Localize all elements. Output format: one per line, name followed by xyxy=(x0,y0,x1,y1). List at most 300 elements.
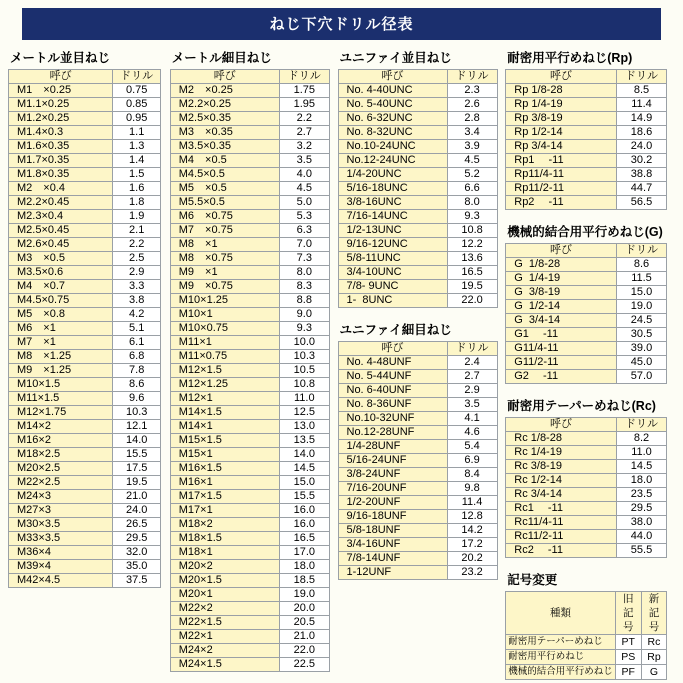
thread-designation: No. 5-40UNC xyxy=(338,98,447,112)
table-row xyxy=(170,308,329,322)
thread-designation: M17×1.5 xyxy=(170,490,279,504)
drill-diameter: 35.0 xyxy=(113,560,161,574)
drill-diameter: 23.2 xyxy=(447,566,497,580)
drill-diameter: 14.0 xyxy=(113,434,161,448)
drill-diameter: 17.0 xyxy=(279,546,329,560)
thread-designation: No. 8-36UNF xyxy=(338,398,447,412)
table-row xyxy=(9,434,161,448)
thread-designation: M2 ×0.4 xyxy=(9,182,113,196)
col-header-drill: ドリル xyxy=(279,70,329,84)
table-row xyxy=(338,468,497,482)
thread-designation: M1 ×0.25 xyxy=(9,84,113,98)
thread-designation: M3.5×0.6 xyxy=(9,266,113,280)
table-row xyxy=(170,518,329,532)
table-unf xyxy=(338,341,498,580)
drill-diameter: 5.3 xyxy=(279,210,329,224)
table-row xyxy=(338,196,497,210)
col-header-drill: ドリル xyxy=(113,70,161,84)
table-row xyxy=(9,84,161,98)
drill-diameter: 45.0 xyxy=(616,356,667,370)
drill-diameter: 18.6 xyxy=(616,126,667,140)
col-header-drill: ドリル xyxy=(616,418,667,432)
thread-designation: Rc11/4-11 xyxy=(506,516,616,530)
table-row xyxy=(9,406,161,420)
table-metric-fine xyxy=(170,69,330,672)
thread-designation: Rc2 -11 xyxy=(506,544,616,558)
thread-designation: M27×3 xyxy=(9,504,113,518)
thread-designation: M10×1.25 xyxy=(170,294,279,308)
drill-diameter: 18.0 xyxy=(616,474,667,488)
table-row xyxy=(506,140,667,154)
drill-diameter: 1.6 xyxy=(113,182,161,196)
thread-designation: 5/16-18UNC xyxy=(338,182,447,196)
thread-designation: M12×1.25 xyxy=(170,378,279,392)
thread-designation: Rc 1/2-14 xyxy=(506,474,616,488)
drill-diameter: 13.6 xyxy=(447,252,497,266)
table-row xyxy=(9,168,161,182)
thread-designation: M4 ×0.5 xyxy=(170,154,279,168)
drill-diameter: 17.2 xyxy=(447,538,497,552)
drill-diameter: 7.8 xyxy=(113,364,161,378)
drill-diameter: 8.8 xyxy=(279,294,329,308)
table-row xyxy=(506,328,667,342)
drill-diameter: 3.9 xyxy=(447,140,497,154)
thread-designation: Rp 1/8-28 xyxy=(506,84,616,98)
drill-diameter: 16.0 xyxy=(279,518,329,532)
thread-designation: M12×1.5 xyxy=(170,364,279,378)
table-row xyxy=(9,126,161,140)
table-row xyxy=(170,630,329,644)
thread-designation: Rp11/2-11 xyxy=(506,182,616,196)
thread-designation: M2 ×0.25 xyxy=(170,84,279,98)
thread-designation: M4.5×0.75 xyxy=(9,294,113,308)
thread-designation: M2.3×0.4 xyxy=(9,210,113,224)
thread-designation: M24×3 xyxy=(9,490,113,504)
table-row xyxy=(170,294,329,308)
thread-designation: M7 ×1 xyxy=(9,336,113,350)
table-row xyxy=(9,490,161,504)
legend-kind: 機械的結合用平行めねじ xyxy=(506,665,616,680)
legend-header-old: 旧記号 xyxy=(615,592,641,635)
section-title-unf: ユニファイ細目ねじ xyxy=(339,323,452,337)
tbody-metric-fine xyxy=(170,84,329,672)
thread-designation: M5.5×0.5 xyxy=(170,196,279,210)
table-row xyxy=(506,286,667,300)
thread-designation: Rc 1/4-19 xyxy=(506,446,616,460)
table-row xyxy=(9,420,161,434)
table-row xyxy=(338,112,497,126)
table-row xyxy=(9,462,161,476)
thread-designation: 7/8-14UNF xyxy=(338,552,447,566)
drill-diameter: 4.0 xyxy=(279,168,329,182)
table-row xyxy=(506,474,667,488)
table-row xyxy=(9,98,161,112)
table-row xyxy=(170,392,329,406)
thread-designation: M11×0.75 xyxy=(170,350,279,364)
thread-designation: Rp11/4-11 xyxy=(506,168,616,182)
table-row xyxy=(338,238,497,252)
table-row xyxy=(170,196,329,210)
table-row xyxy=(170,658,329,672)
drill-diameter: 20.0 xyxy=(279,602,329,616)
table-row xyxy=(170,266,329,280)
thread-designation: M4 ×0.7 xyxy=(9,280,113,294)
table-row xyxy=(506,196,667,210)
thread-designation: M2.6×0.45 xyxy=(9,238,113,252)
thread-designation: No. 6-32UNC xyxy=(338,112,447,126)
table-row xyxy=(338,440,497,454)
tbody-g xyxy=(506,258,667,384)
table-rc xyxy=(505,417,667,558)
thread-designation: M36×4 xyxy=(9,546,113,560)
legend-new-symbol: G xyxy=(641,665,667,680)
drill-diameter: 14.5 xyxy=(616,460,667,474)
drill-diameter: 12.1 xyxy=(113,420,161,434)
table-row xyxy=(9,364,161,378)
drill-diameter: 16.5 xyxy=(279,532,329,546)
table-row xyxy=(338,454,497,468)
drill-diameter: 8.6 xyxy=(616,258,667,272)
table-row xyxy=(9,350,161,364)
tbody-unc xyxy=(338,84,497,308)
table-row xyxy=(338,398,497,412)
thread-designation: Rp2 -11 xyxy=(506,196,616,210)
drill-diameter: 57.0 xyxy=(616,370,667,384)
drill-diameter: 1.8 xyxy=(113,196,161,210)
thread-designation: No. 8-32UNC xyxy=(338,126,447,140)
table-row xyxy=(506,98,667,112)
table-row xyxy=(506,446,667,460)
thread-designation: M2.2×0.45 xyxy=(9,196,113,210)
column-metric-coarse xyxy=(8,48,170,588)
table-row xyxy=(506,356,667,370)
legend-header-kind: 種類 xyxy=(506,592,616,635)
drill-diameter: 4.1 xyxy=(447,412,497,426)
table-row xyxy=(506,314,667,328)
table-row xyxy=(170,336,329,350)
drill-diameter: 0.95 xyxy=(113,112,161,126)
table-row xyxy=(506,432,667,446)
table-row xyxy=(9,560,161,574)
drill-diameter: 9.3 xyxy=(279,322,329,336)
thread-designation: G2 -11 xyxy=(506,370,616,384)
table-row xyxy=(170,140,329,154)
thread-designation: M18×2.5 xyxy=(9,448,113,462)
drill-diameter: 2.6 xyxy=(447,98,497,112)
col-header-name: 呼び xyxy=(170,70,279,84)
drill-diameter: 19.5 xyxy=(113,476,161,490)
drill-diameter: 1.5 xyxy=(113,168,161,182)
drill-diameter: 6.8 xyxy=(113,350,161,364)
thread-designation: M16×1.5 xyxy=(170,462,279,476)
drill-diameter: 44.0 xyxy=(616,530,667,544)
drill-diameter: 11.4 xyxy=(447,496,497,510)
drill-diameter: 10.3 xyxy=(113,406,161,420)
thread-designation: G 1/4-19 xyxy=(506,272,616,286)
drill-diameter: 10.0 xyxy=(279,336,329,350)
table-row xyxy=(506,488,667,502)
table-row xyxy=(338,84,497,98)
table-row xyxy=(338,154,497,168)
table-row xyxy=(170,182,329,196)
thread-designation: G 1/8-28 xyxy=(506,258,616,272)
table-g xyxy=(505,243,667,384)
table-row xyxy=(506,516,667,530)
drill-diameter: 8.6 xyxy=(113,378,161,392)
thread-designation: M14×2 xyxy=(9,420,113,434)
thread-designation: No.10-24UNC xyxy=(338,140,447,154)
table-row xyxy=(170,126,329,140)
drill-diameter: 2.4 xyxy=(447,356,497,370)
table-row xyxy=(9,574,161,588)
table-row xyxy=(9,392,161,406)
section-title-legend: 記号変更 xyxy=(507,573,558,587)
drill-diameter: 11.4 xyxy=(616,98,667,112)
drill-diameter: 20.2 xyxy=(447,552,497,566)
drill-diameter: 8.0 xyxy=(279,266,329,280)
thread-designation: M18×1 xyxy=(170,546,279,560)
table-row xyxy=(338,496,497,510)
table-row xyxy=(9,252,161,266)
drill-diameter: 9.3 xyxy=(447,210,497,224)
tbody-unf xyxy=(338,356,497,580)
thread-designation: M2.5×0.45 xyxy=(9,224,113,238)
table-row xyxy=(9,476,161,490)
drill-diameter: 3.3 xyxy=(113,280,161,294)
thread-designation: M22×2 xyxy=(170,602,279,616)
thread-designation: M9 ×1 xyxy=(170,266,279,280)
thread-designation: No.12-24UNC xyxy=(338,154,447,168)
drill-diameter: 7.0 xyxy=(279,238,329,252)
thread-designation: G11/4-11 xyxy=(506,342,616,356)
thread-designation: 1/2-20UNF xyxy=(338,496,447,510)
table-row xyxy=(9,238,161,252)
table-row xyxy=(338,252,497,266)
table-row xyxy=(170,98,329,112)
thread-designation: M20×2 xyxy=(170,560,279,574)
drill-diameter: 15.0 xyxy=(279,476,329,490)
table-row xyxy=(170,210,329,224)
drill-diameter: 2.1 xyxy=(113,224,161,238)
thread-designation: Rp 3/8-19 xyxy=(506,112,616,126)
drill-diameter: 20.5 xyxy=(279,616,329,630)
section-title-unc: ユニファイ並目ねじ xyxy=(339,51,452,65)
thread-designation: 3/8-24UNF xyxy=(338,468,447,482)
section-title-metric-coarse: メートル並目ねじ xyxy=(10,51,111,65)
drill-diameter: 8.4 xyxy=(447,468,497,482)
table-row xyxy=(506,154,667,168)
drill-diameter: 2.8 xyxy=(447,112,497,126)
drill-diameter: 15.5 xyxy=(279,490,329,504)
table-row xyxy=(338,482,497,496)
table-unc xyxy=(338,69,498,308)
drill-diameter: 2.5 xyxy=(113,252,161,266)
drill-diameter: 2.9 xyxy=(447,384,497,398)
drill-diameter: 6.6 xyxy=(447,182,497,196)
drill-diameter: 1.1 xyxy=(113,126,161,140)
drill-diameter: 14.0 xyxy=(279,448,329,462)
table-row xyxy=(506,300,667,314)
thread-designation: M9 ×1.25 xyxy=(9,364,113,378)
drill-diameter: 16.5 xyxy=(447,266,497,280)
drill-diameter: 11.5 xyxy=(616,272,667,286)
drill-diameter: 22.0 xyxy=(279,644,329,658)
thread-designation: M39×4 xyxy=(9,560,113,574)
table-row xyxy=(170,112,329,126)
drill-diameter: 1.9 xyxy=(113,210,161,224)
thread-designation: M4.5×0.5 xyxy=(170,168,279,182)
table-row xyxy=(9,154,161,168)
table-row xyxy=(338,168,497,182)
drill-diameter: 8.0 xyxy=(447,196,497,210)
drill-diameter: 22.0 xyxy=(447,294,497,308)
table-row xyxy=(9,308,161,322)
table-row xyxy=(338,370,497,384)
col-header-name: 呼び xyxy=(338,342,447,356)
thread-designation: M16×1 xyxy=(170,476,279,490)
table-row xyxy=(506,370,667,384)
table-row xyxy=(9,140,161,154)
thread-designation: M2.5×0.35 xyxy=(170,112,279,126)
drill-diameter: 3.4 xyxy=(447,126,497,140)
thread-designation: M20×2.5 xyxy=(9,462,113,476)
thread-designation: 1/2-13UNC xyxy=(338,224,447,238)
drill-diameter: 19.0 xyxy=(279,588,329,602)
drill-diameter: 29.5 xyxy=(616,502,667,516)
col-header-name: 呼び xyxy=(506,244,616,258)
table-row xyxy=(338,412,497,426)
drill-diameter: 11.0 xyxy=(616,446,667,460)
thread-designation: 1/4-20UNC xyxy=(338,168,447,182)
drill-diameter: 4.6 xyxy=(447,426,497,440)
table-row xyxy=(9,196,161,210)
drill-diameter: 19.0 xyxy=(616,300,667,314)
col-header-name: 呼び xyxy=(338,70,447,84)
table-row xyxy=(506,258,667,272)
table-row xyxy=(338,98,497,112)
thread-designation: M6 ×0.75 xyxy=(170,210,279,224)
table-row xyxy=(170,448,329,462)
table-row xyxy=(338,294,497,308)
col-header-drill: ドリル xyxy=(447,70,497,84)
table-row xyxy=(338,266,497,280)
table-row xyxy=(9,112,161,126)
thread-designation: G 3/8-19 xyxy=(506,286,616,300)
drill-diameter: 15.0 xyxy=(616,286,667,300)
table-row xyxy=(338,140,497,154)
table-row xyxy=(170,532,329,546)
drill-diameter: 4.5 xyxy=(447,154,497,168)
thread-designation: No.10-32UNF xyxy=(338,412,447,426)
drill-diameter: 2.3 xyxy=(447,84,497,98)
drill-diameter: 13.0 xyxy=(279,420,329,434)
drill-diameter: 8.2 xyxy=(616,432,667,446)
thread-designation: G1 -11 xyxy=(506,328,616,342)
section-title-metric-fine: メートル細目ねじ xyxy=(171,51,272,65)
thread-designation: M14×1.5 xyxy=(170,406,279,420)
thread-designation: M22×1 xyxy=(170,630,279,644)
drill-diameter: 4.2 xyxy=(113,308,161,322)
drill-diameter: 12.2 xyxy=(447,238,497,252)
thread-designation: M10×0.75 xyxy=(170,322,279,336)
col-header-name: 呼び xyxy=(506,70,616,84)
legend-old-symbol: PS xyxy=(615,650,641,665)
drill-diameter: 44.7 xyxy=(616,182,667,196)
drill-diameter: 9.0 xyxy=(279,308,329,322)
drill-diameter: 14.5 xyxy=(279,462,329,476)
thread-designation: M5 ×0.8 xyxy=(9,308,113,322)
table-row xyxy=(170,168,329,182)
thread-designation: M2.2×0.25 xyxy=(170,98,279,112)
drill-diameter: 2.2 xyxy=(113,238,161,252)
drill-diameter: 0.85 xyxy=(113,98,161,112)
drill-diameter: 14.9 xyxy=(616,112,667,126)
thread-designation: Rc1 -11 xyxy=(506,502,616,516)
table-row xyxy=(338,126,497,140)
drill-diameter: 29.5 xyxy=(113,532,161,546)
drill-diameter: 3.8 xyxy=(113,294,161,308)
table-row xyxy=(506,182,667,196)
drill-diameter: 13.5 xyxy=(279,434,329,448)
drill-diameter: 15.5 xyxy=(113,448,161,462)
thread-designation: No. 4-40UNC xyxy=(338,84,447,98)
drill-diameter: 1.3 xyxy=(113,140,161,154)
thread-designation: M24×2 xyxy=(170,644,279,658)
drill-diameter: 2.2 xyxy=(279,112,329,126)
drill-diameter: 6.9 xyxy=(447,454,497,468)
thread-designation: G11/2-11 xyxy=(506,356,616,370)
table-row xyxy=(9,546,161,560)
tbody-rp xyxy=(506,84,667,210)
thread-designation: M42×4.5 xyxy=(9,574,113,588)
table-row xyxy=(9,336,161,350)
drill-diameter: 2.7 xyxy=(279,126,329,140)
drill-diameter: 6.1 xyxy=(113,336,161,350)
thread-designation: M1.1×0.25 xyxy=(9,98,113,112)
table-row xyxy=(170,252,329,266)
tbody-rc xyxy=(506,432,667,558)
section-title-rc: 耐密用テーパーめねじ(Rc) xyxy=(507,399,656,413)
thread-designation: M15×1.5 xyxy=(170,434,279,448)
table-row xyxy=(338,566,497,580)
drill-diameter: 56.5 xyxy=(616,196,667,210)
drill-diameter: 0.75 xyxy=(113,84,161,98)
thread-designation: M1.2×0.25 xyxy=(9,112,113,126)
thread-designation: M22×1.5 xyxy=(170,616,279,630)
table-row xyxy=(506,460,667,474)
thread-designation: 3/4-16UNF xyxy=(338,538,447,552)
table-row xyxy=(170,280,329,294)
drill-diameter: 3.5 xyxy=(447,398,497,412)
drill-diameter: 5.1 xyxy=(113,322,161,336)
table-row xyxy=(338,210,497,224)
thread-designation: M24×1.5 xyxy=(170,658,279,672)
thread-designation: M3.5×0.35 xyxy=(170,140,279,154)
table-row xyxy=(506,544,667,558)
drill-diameter: 21.0 xyxy=(279,630,329,644)
thread-designation: 3/4-10UNC xyxy=(338,266,447,280)
drill-diameter: 12.5 xyxy=(279,406,329,420)
table-row xyxy=(338,224,497,238)
thread-designation: No. 6-40UNF xyxy=(338,384,447,398)
table-row xyxy=(9,322,161,336)
thread-designation: 7/16-14UNC xyxy=(338,210,447,224)
thread-designation: Rc 3/4-14 xyxy=(506,488,616,502)
drill-diameter: 6.3 xyxy=(279,224,329,238)
table-row xyxy=(170,546,329,560)
thread-designation: M5 ×0.5 xyxy=(170,182,279,196)
drill-diameter: 9.8 xyxy=(447,482,497,496)
